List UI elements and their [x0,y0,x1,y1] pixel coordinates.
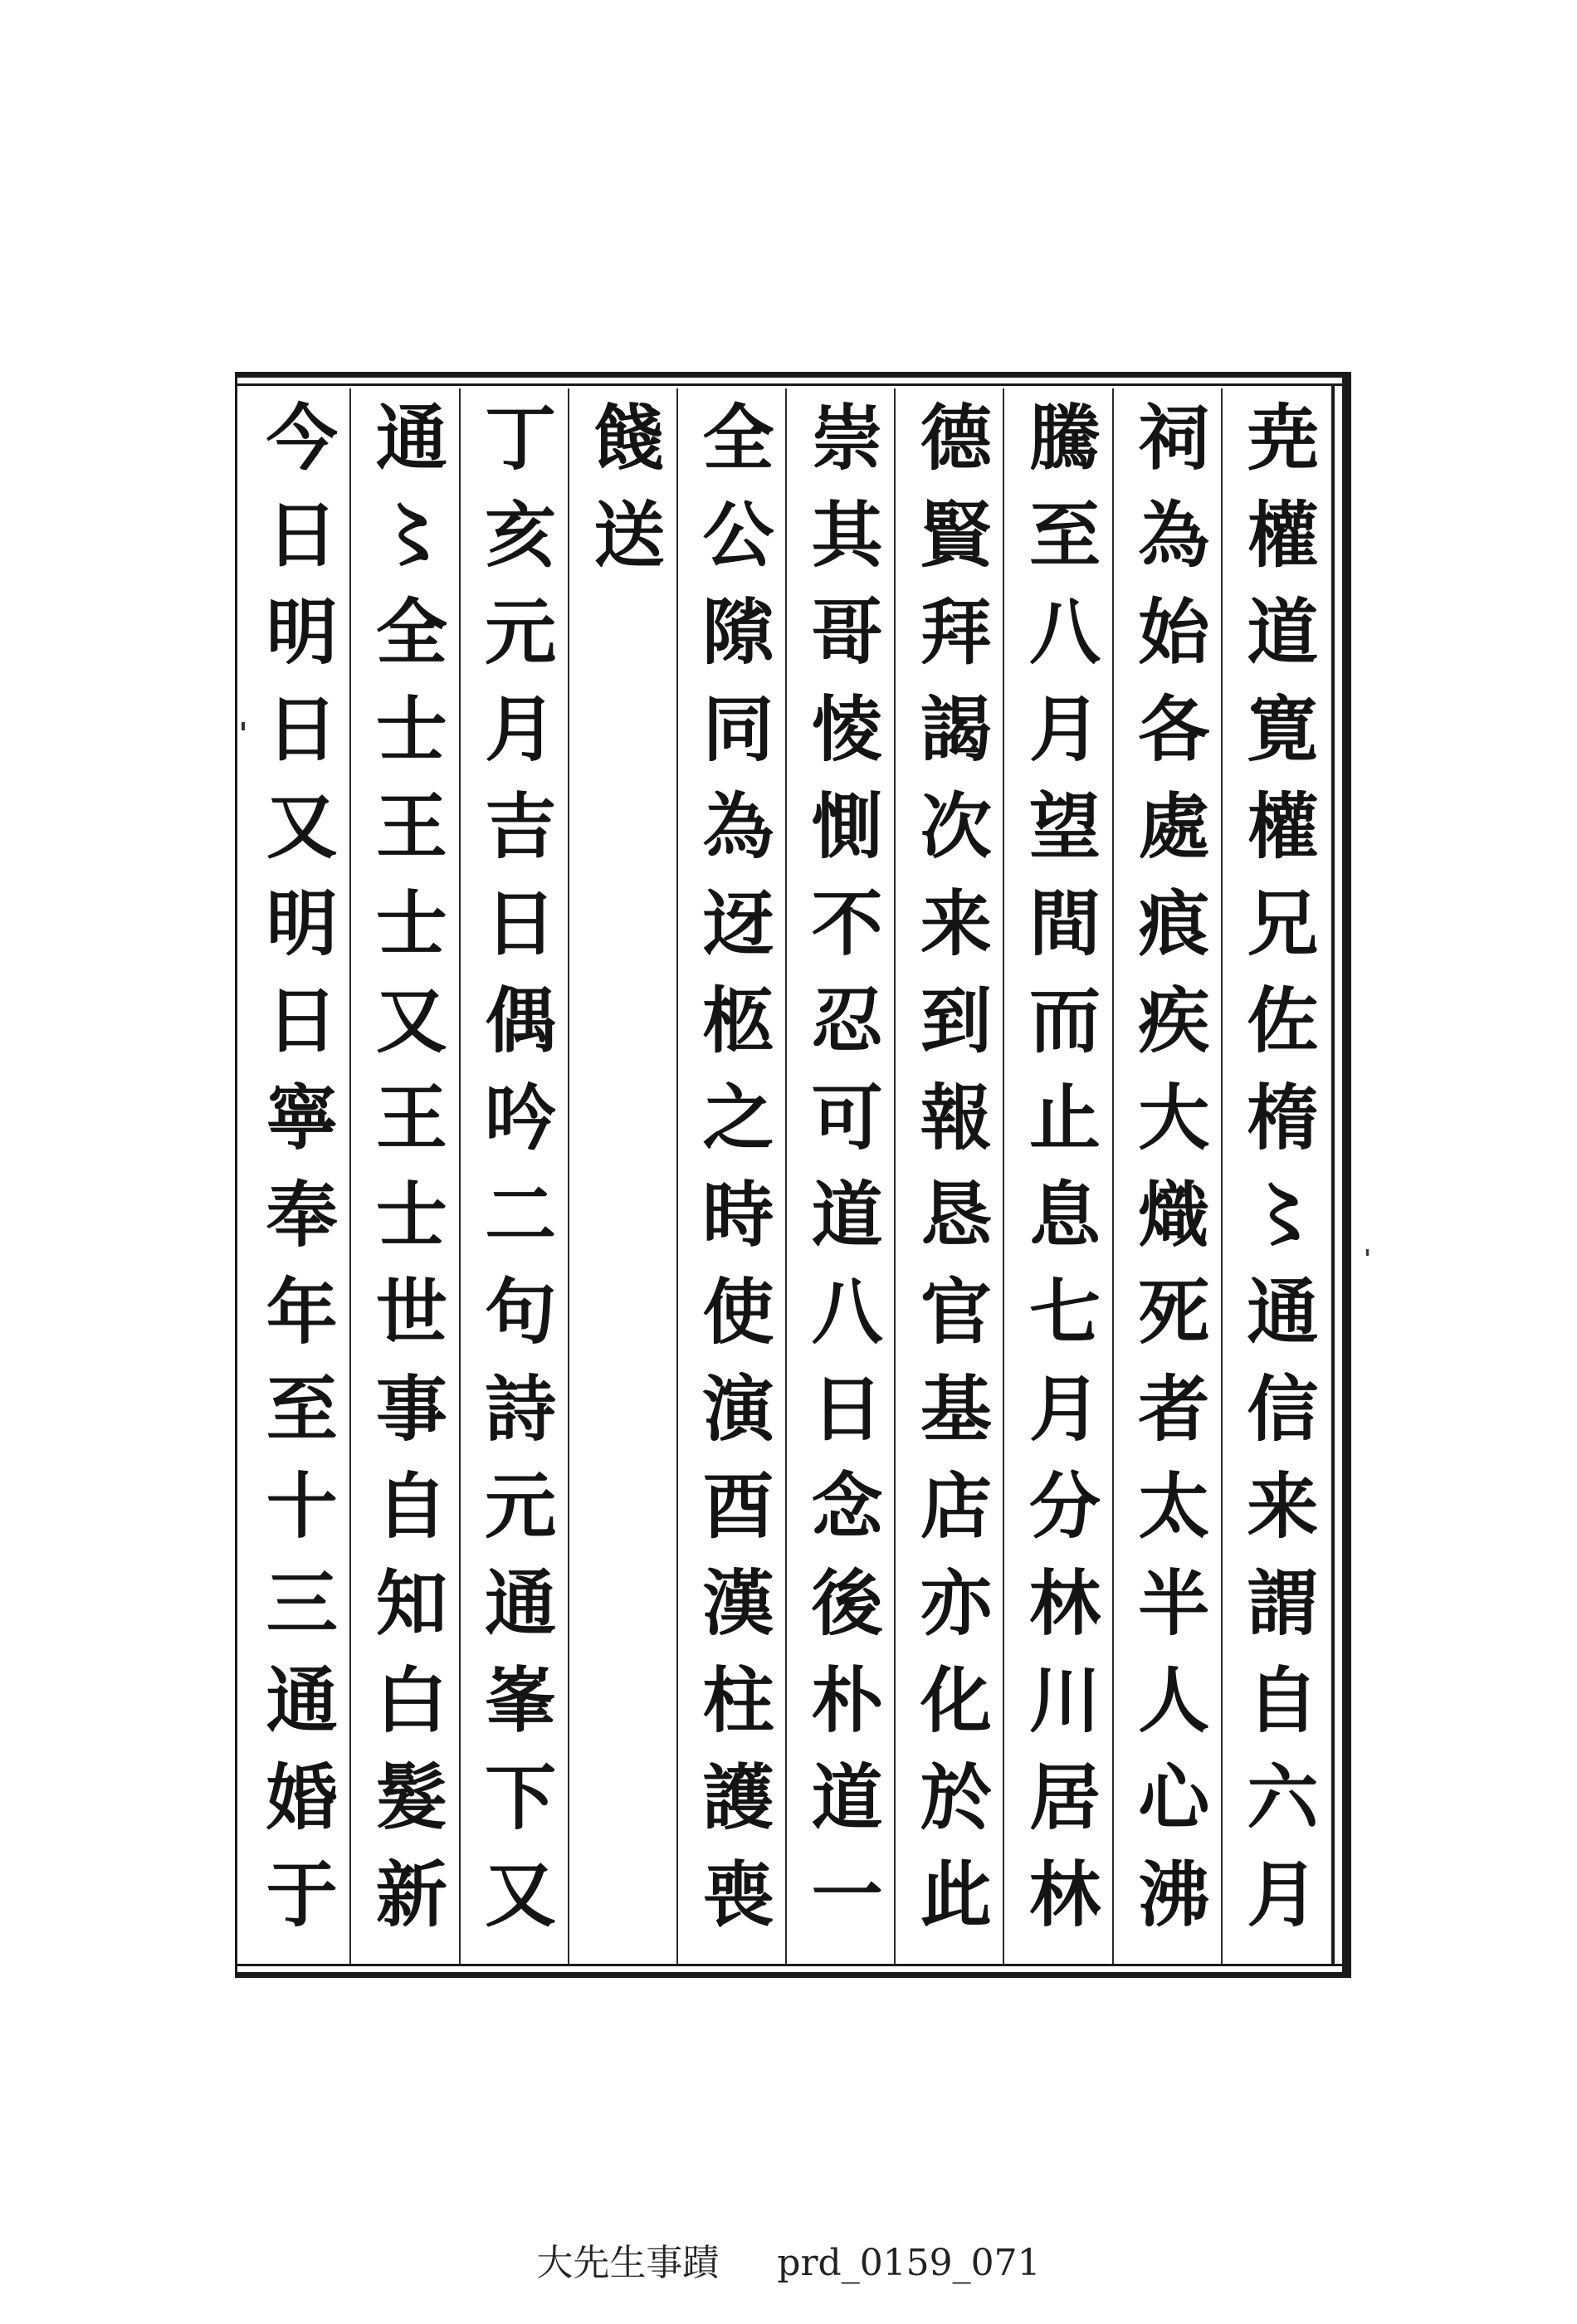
text-column-1 [1221,388,1330,1964]
frame-inner-bottom-rule [235,1964,1351,1966]
column-text: 今日明日又明日寧奉年至十三通婚于 [253,400,338,1954]
column-text: 通〻全士王士又王士世事自知白髮新 [363,400,447,1954]
column-text: 崇其哥㥄惻不忍可道八日念後朴道一 [798,400,883,1954]
column-text: 祠為始各處㾗疾大熾死者太半人心沸 [1125,400,1210,1954]
column-text: 騰至八月望間而止息七月分林川居林 [1017,400,1101,1954]
text-column-6 [676,388,785,1964]
footer-title: 大先生事蹟 [536,2242,720,2284]
column-text: 全公𨻶同為迓柩之時使演酉漢柱護喪 [690,400,774,1954]
scan-speck [242,722,245,730]
column-text: 丁亥元月吉日偶吟二句詩元通峯下又 [472,400,557,1954]
footer-page-id: prd_0159_071 [777,2242,1041,2284]
column-text: 餞送 [581,400,666,594]
column-text: 尭權道寛權兄佐楕〻通信来謂自六月 [1234,400,1319,1954]
text-column-5 [785,388,894,1964]
column-text: 德賢拜謁次来到報恳官基店亦化於此 [907,400,992,1954]
scan-speck [1366,1249,1369,1256]
page-footer [0,2233,1577,2286]
text-column-7 [568,388,676,1964]
text-column-8 [459,388,568,1964]
frame-inner-top-rule [235,383,1351,386]
text-column-9 [349,388,458,1964]
text-column-10 [241,388,349,1964]
text-column-4 [894,388,1003,1964]
text-column-3 [1003,388,1111,1964]
text-column-2 [1112,388,1221,1964]
frame-inner-right-rule [1331,383,1335,1966]
text-columns [241,388,1330,1964]
